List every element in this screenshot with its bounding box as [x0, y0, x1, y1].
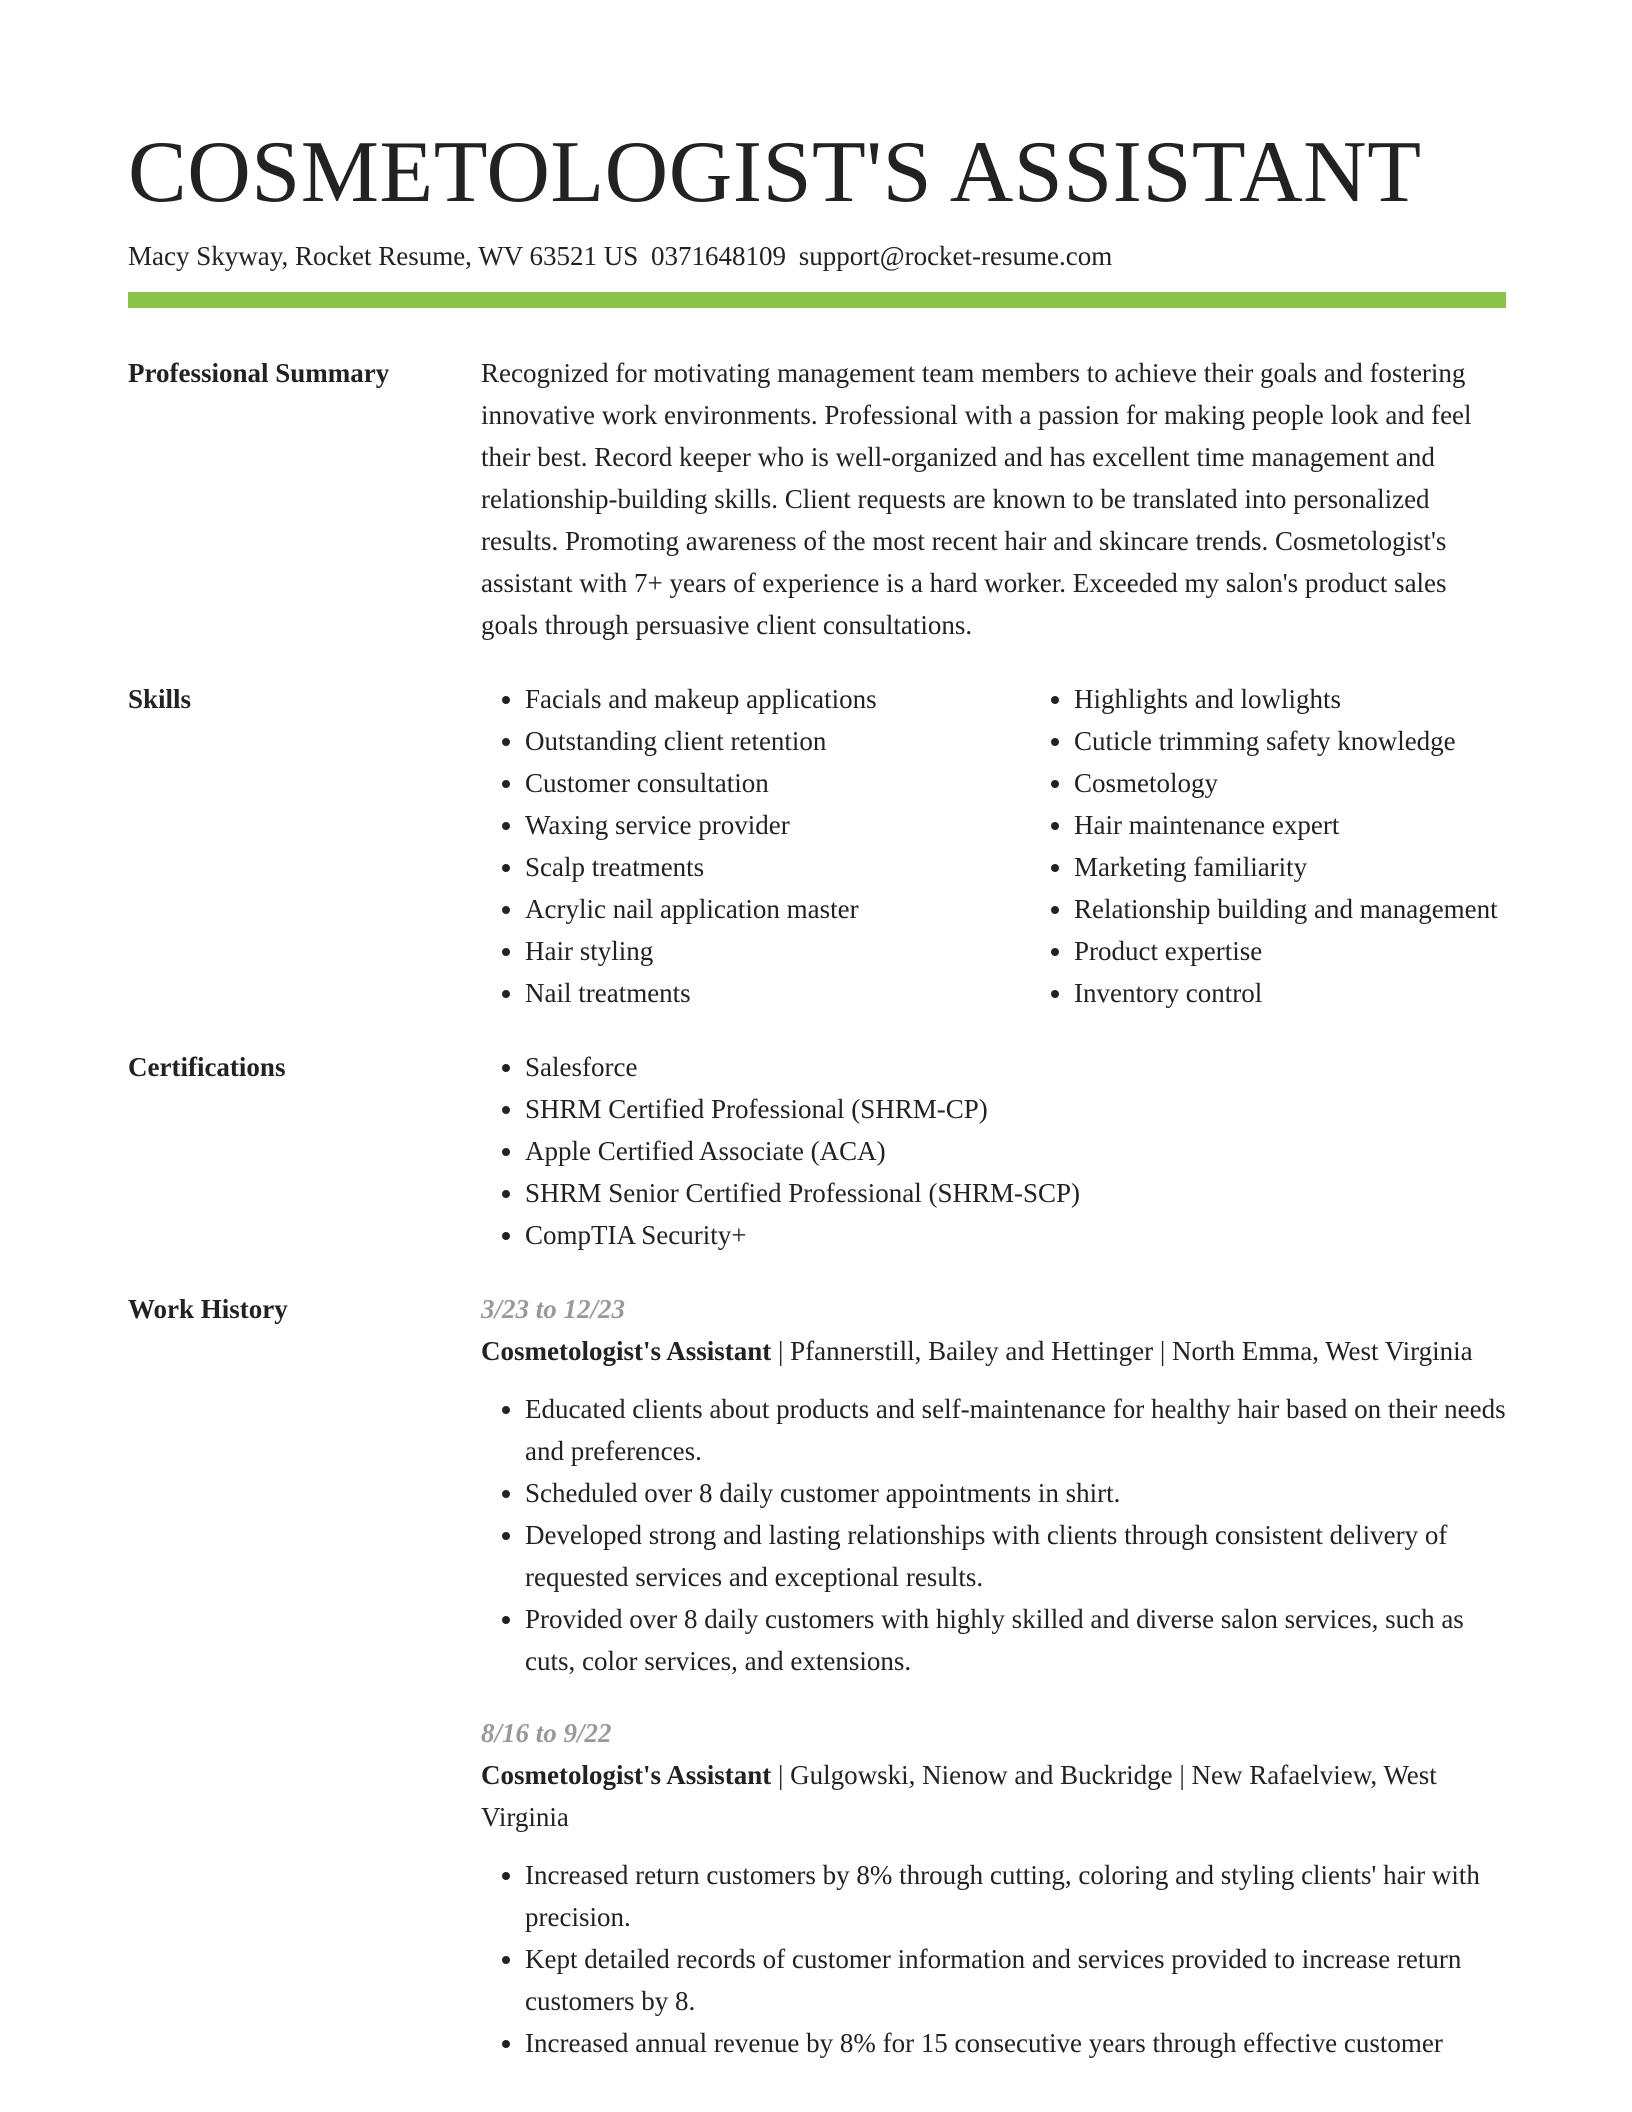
skills-section: [128, 678, 1506, 1014]
list-item: • SHRM Senior Certified Professional (SHRM-SCP): [525, 1172, 1506, 1214]
list-item: • Nail treatments: [525, 972, 1030, 1014]
job-dates: 8/16 to 9/22: [481, 1718, 612, 1748]
job-title: Cosmetologist's Assistant: [481, 1336, 772, 1366]
list-item: • SHRM Certified Professional (SHRM-CP): [525, 1088, 1506, 1130]
job-details: | Pfannerstill, Bailey and Hettinger | North Emma, West Virginia: [771, 1336, 1473, 1366]
contact-address: Macy Skyway, Rocket Resume, WV 63521 US: [128, 241, 639, 271]
list-item: • Acrylic nail application master: [525, 888, 1030, 930]
list-item: • Marketing familiarity: [1074, 846, 1506, 888]
contact-line: [128, 236, 1506, 276]
job-entry: [481, 1712, 1506, 2064]
list-item: • Hair maintenance expert: [1074, 804, 1506, 846]
job-header: [481, 1754, 1506, 1838]
skills-list-right: [1030, 678, 1506, 1014]
job-header: [481, 1330, 1506, 1372]
summary-text: Recognized for motivating management team members to achieve their goals and fostering innovative work environments. Professional with a passion for making people look and feel their best. Record keeper who is well-organized and has excellent time management and relationship-building skills. Client requests are known to be translated into personalized results. Promoting awareness of the most recent hair and skincare trends. Cosmetologist's assistant with 7+ years of experience is a hard worker. Exceeded my salon's product sales goals through persuasive client consultations.: [481, 358, 1472, 640]
resume-name: COSMETOLOGIST'S ASSISTANT: [128, 124, 1422, 221]
list-item: • Relationship building and management: [1074, 888, 1506, 930]
certifications-list: [481, 1046, 1506, 1256]
job-bullets: [481, 1854, 1506, 2064]
certifications-content: [481, 1046, 1506, 1256]
certifications-section: [128, 1046, 1506, 1256]
list-item: • Cuticle trimming safety knowledge: [1074, 720, 1506, 762]
list-item: • Apple Certified Associate (ACA): [525, 1130, 1506, 1172]
list-item: • Product expertise: [1074, 930, 1506, 972]
list-item: • Increased annual revenue by 8% for 15 consecutive years through effective customer: [525, 2022, 1506, 2064]
work-history-content: [481, 1288, 1506, 2064]
list-item: • Salesforce: [525, 1046, 1506, 1088]
list-item: • Customer consultation: [525, 762, 1030, 804]
skills-list-left: [481, 678, 1030, 1014]
job-title: Cosmetologist's Assistant: [481, 1760, 772, 1790]
section-heading: Professional Summary: [128, 358, 390, 388]
list-item: • Scheduled over 8 daily customer appointments in shirt.: [525, 1472, 1506, 1514]
list-item: • Developed strong and lasting relationships with clients through consistent delivery of requested services and exceptional results.: [525, 1514, 1506, 1598]
resume-page: [128, 118, 1506, 2064]
list-item: • Facials and makeup applications: [525, 678, 1030, 720]
list-item: • Outstanding client retention: [525, 720, 1030, 762]
section-heading: Work History: [128, 1294, 288, 1324]
list-item: • Highlights and lowlights: [1074, 678, 1506, 720]
header-divider: [128, 292, 1506, 308]
skills-columns: [481, 678, 1506, 1014]
list-item: • Kept detailed records of customer information and services provided to increase return customers by 8.: [525, 1938, 1506, 2022]
summary-section: [128, 352, 1506, 646]
list-item: • Provided over 8 daily customers with highly skilled and diverse salon services, such as cuts, color services, and extensions.: [525, 1598, 1506, 1682]
list-item: • Hair styling: [525, 930, 1030, 972]
section-heading: Certifications: [128, 1052, 286, 1082]
list-item: • Waxing service provider: [525, 804, 1030, 846]
list-item: • Educated clients about products and self-maintenance for healthy hair based on their needs and preferences.: [525, 1388, 1506, 1472]
contact-phone: 0371648109: [650, 241, 786, 271]
list-item: • Increased return customers by 8% through cutting, coloring and styling clients' hair with precision.: [525, 1854, 1506, 1938]
section-heading: Skills: [128, 684, 192, 714]
list-item: • Inventory control: [1074, 972, 1506, 1014]
work-history-section: [128, 1288, 1506, 2064]
job-entry: [481, 1288, 1506, 1682]
job-bullets: [481, 1388, 1506, 1682]
list-item: • CompTIA Security+: [525, 1214, 1506, 1256]
job-dates: 3/23 to 12/23: [481, 1294, 626, 1324]
job-details: | Gulgowski, Nienow and Buckridge | New Rafaelview, West Virginia: [481, 1760, 1437, 1832]
list-item: • Cosmetology: [1074, 762, 1506, 804]
contact-email: support@rocket-resume.com: [798, 241, 1113, 271]
list-item: • Scalp treatments: [525, 846, 1030, 888]
